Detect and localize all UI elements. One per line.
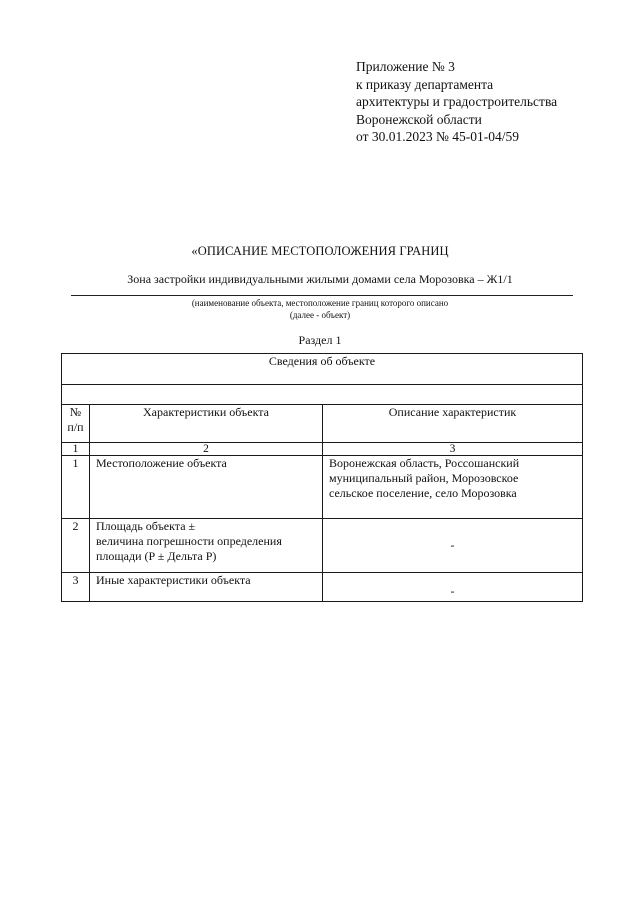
row-num: 2: [62, 519, 90, 573]
index-row: [62, 443, 583, 456]
col-desc-header: Описание характеристик: [323, 405, 583, 443]
col-char-header: Характеристики объекта: [90, 405, 323, 443]
row-desc: [323, 456, 583, 519]
row-char-line: Местоположение объекта: [96, 456, 227, 470]
row-desc-line: муниципальный район, Морозовское: [329, 471, 519, 485]
table-row: [62, 456, 583, 519]
row-char-line: Иные характеристики объекта: [96, 573, 251, 587]
row-char: [90, 456, 323, 519]
table-header-row: [62, 354, 583, 385]
col-num-header: [62, 405, 90, 443]
row-desc-line: Воронежская область, Россошанский: [329, 456, 520, 470]
index-cell: 1: [62, 443, 90, 456]
object-caption: [0, 297, 640, 321]
document-title: «ОПИСАНИЕ МЕСТОПОЛОЖЕНИЯ ГРАНИЦ: [191, 244, 449, 258]
appendix-line: архитектуры и градостроительства: [356, 94, 558, 109]
row-desc-line: сельское поселение, село Морозовка: [329, 486, 517, 500]
blank-row: [62, 385, 583, 405]
row-char-line: площади (P ± Дельта P): [96, 549, 217, 563]
table-row: [62, 519, 583, 573]
appendix-block: [356, 58, 557, 146]
index-cell: 3: [323, 443, 583, 456]
caption-line: (далее - объект): [289, 310, 351, 320]
row-desc: -: [323, 573, 583, 602]
row-num: 3: [62, 573, 90, 602]
underline-rule: [71, 295, 573, 296]
col-num-line: п/п: [67, 420, 84, 434]
appendix-line: Воронежской области: [356, 111, 482, 127]
section-label: Раздел 1: [298, 333, 342, 347]
appendix-line: к приказу департамента: [356, 76, 494, 92]
caption-line: (наименование объекта, местоположение границ которого описано: [191, 298, 449, 308]
row-char-line: Площадь объекта ±: [96, 519, 196, 533]
row-char: [90, 519, 323, 573]
appendix-line: Приложение № 3: [356, 59, 455, 74]
blank-cell: [62, 385, 583, 405]
row-char: [90, 573, 323, 602]
row-char-line: величина погрешности определения: [96, 534, 282, 548]
column-header-row: [62, 405, 583, 443]
row-num: 1: [62, 456, 90, 519]
table-header: Сведения об объекте: [62, 354, 583, 385]
index-cell: 2: [90, 443, 323, 456]
table-row: [62, 573, 583, 602]
row-desc: -: [323, 519, 583, 573]
appendix-line: от 30.01.2023 № 45-01-04/59: [356, 129, 519, 144]
col-num-line: №: [69, 405, 82, 419]
object-info-table: [61, 353, 583, 602]
zone-name: Зона застройки индивидуальными жилыми домами села Морозовка – Ж1/1: [127, 272, 513, 286]
